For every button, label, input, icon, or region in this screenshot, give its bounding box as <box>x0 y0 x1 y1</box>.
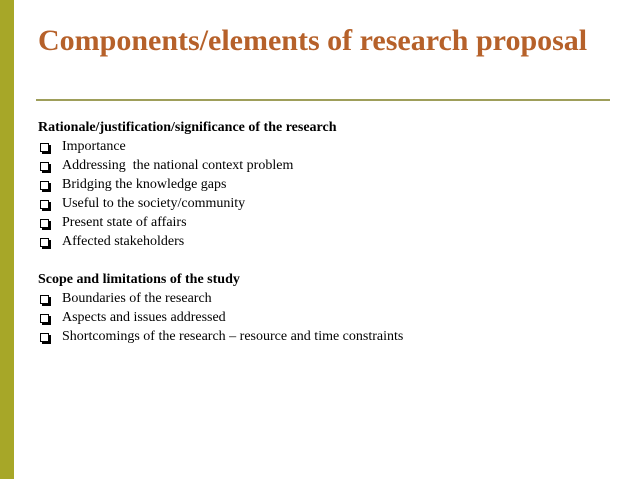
slide-content <box>38 118 628 346</box>
list-item-text: Importance <box>62 139 126 154</box>
checkbox-bullet-icon <box>40 331 51 342</box>
list-item <box>38 232 628 251</box>
title-divider <box>36 99 610 101</box>
list-item <box>38 137 628 156</box>
checkbox-bullet-icon <box>40 179 51 190</box>
list-item-text: Affected stakeholders <box>62 234 185 249</box>
section-rationale <box>38 118 628 251</box>
list-item-text: Present state of affairs <box>62 215 187 230</box>
checkbox-bullet-icon <box>40 293 51 304</box>
list-item <box>38 308 628 327</box>
checkbox-bullet-icon <box>40 160 51 171</box>
list-item <box>38 213 628 232</box>
checkbox-bullet-icon <box>40 312 51 323</box>
slide <box>14 0 638 479</box>
side-accent-bar <box>0 0 14 479</box>
list-item <box>38 156 628 175</box>
list-item-text: Shortcomings of the research – resource and time constraints <box>62 329 404 344</box>
checkbox-bullet-icon <box>40 198 51 209</box>
checkbox-bullet-icon <box>40 141 51 152</box>
bullet-list <box>38 137 628 251</box>
list-item-text: Aspects and issues addressed <box>62 310 226 325</box>
list-item <box>38 327 628 346</box>
list-item-text: Useful to the society/community <box>62 196 246 211</box>
section-scope <box>38 270 628 346</box>
list-item-text: Addressing the national context problem <box>62 158 294 173</box>
list-item <box>38 289 628 308</box>
bullet-list <box>38 289 628 346</box>
list-item <box>38 175 628 194</box>
section-heading: Scope and limitations of the study <box>38 272 240 287</box>
checkbox-bullet-icon <box>40 217 51 228</box>
slide-title: Components/elements of research proposal <box>38 24 588 57</box>
list-item-text: Boundaries of the research <box>62 291 212 306</box>
checkbox-bullet-icon <box>40 236 51 247</box>
list-item-text: Bridging the knowledge gaps <box>62 177 227 192</box>
list-item <box>38 194 628 213</box>
section-heading: Rationale/justification/significance of the research <box>38 120 337 135</box>
